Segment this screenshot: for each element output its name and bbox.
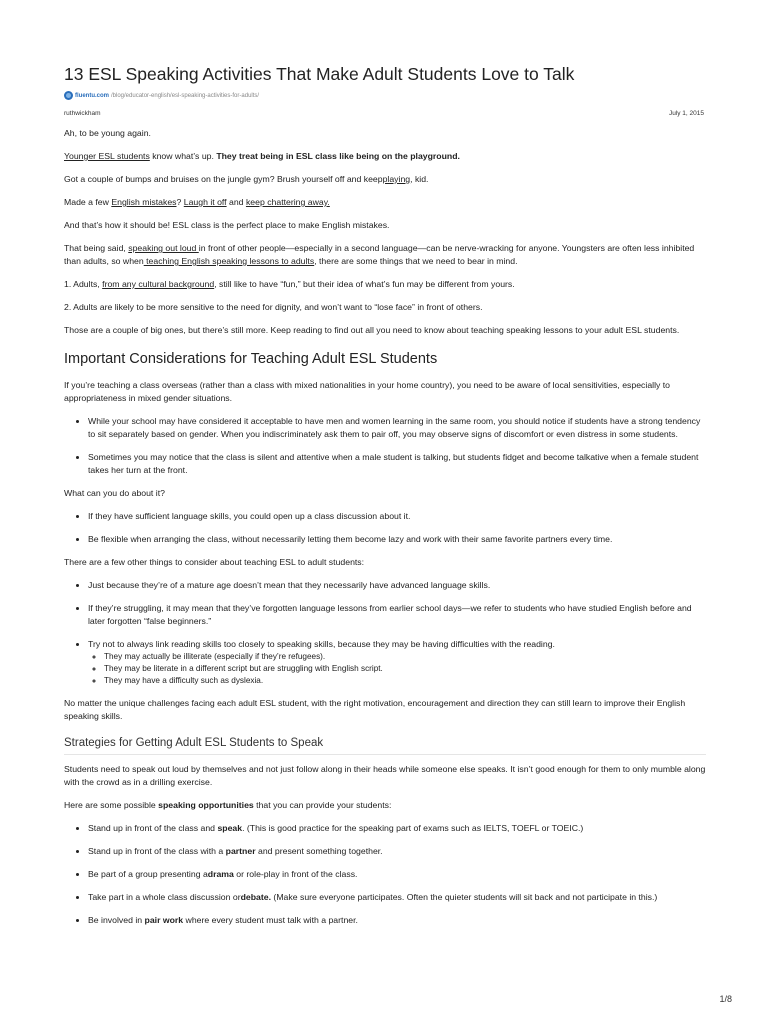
list-item: • Be part of a group presenting adrama or role-play in front of the class.	[88, 868, 706, 881]
intro-paragraph-4: Made a few English mistakes? Laugh it off and keep chattering away.	[64, 197, 330, 207]
article-meta	[64, 110, 704, 117]
list-item: • Try not to always link reading skills too closely to speaking skills, because they may be having difficulties with the reading. ◦ They may actually be illiterate (especially if they’re refugees). ◦ They may be literate in a different script but are struggling with English script. ◦ They may have a difficulty such as dyslexia.	[88, 638, 706, 687]
article-body	[64, 127, 706, 937]
laugh-it-off-link[interactable]: Laugh it off	[183, 197, 227, 207]
section-heading-strategies: Strategies for Getting Adult ESL Students to Speak	[64, 737, 706, 755]
fluentu-logo-icon	[64, 91, 73, 100]
list-item: • Be involved in pair work where every student must talk with a partner.	[88, 914, 706, 927]
list-item: • While your school may have considered it acceptable to have men and women learning in the same room, you should notice if students have a strong tendency to sit separately based on gender. When you indiscriminately ask them to pair off, you may observe signs of discomfort or even distress in some students.	[88, 415, 706, 441]
intro-paragraph-2: Younger ESL students know what’s up. They treat being in ESL class like being on the playground.	[64, 151, 460, 161]
speaking-out-loud-link[interactable]: speaking out loud	[128, 243, 199, 253]
author: ruthwickham	[64, 110, 101, 117]
sublist-item: ◦ They may have a difficulty such as dyslexia.	[104, 675, 706, 687]
list-item: • Just because they’re of a mature age doesn’t mean that they necessarily have advanced language skills.	[88, 579, 706, 592]
cultural-background-link[interactable]: from any cultural background	[102, 279, 215, 289]
strategies-paragraph-2: Here are some possible speaking opportunities that you can provide your students:	[64, 800, 392, 810]
list-item: • Take part in a whole class discussion ordebate. (Make sure everyone participates. Often the quieter students will sit back and not participate in this.)	[88, 891, 706, 904]
considerations-list-3	[64, 579, 706, 687]
page-number: 1/8	[719, 994, 732, 1004]
considerations-paragraph-1: If you’re teaching a class overseas (rather than a class with mixed nationalities in your home country), you need to be aware of local sensitivities, especially to appropriateness in mixed gender situations.	[64, 380, 671, 403]
list-item: • Stand up in front of the class and speak. (This is good practice for the speaking part of exams such as IELTS, TOEFL or TOEIC.)	[88, 822, 706, 835]
list-item: • If they’re struggling, it may mean that they’ve forgotten language lessons from earlier school days—we refer to students who have studied English before and later forgotten “false beginners.”	[88, 602, 706, 628]
intro-paragraph-8: 2. Adults are likely to be more sensitive to the need for dignity, and won’t want to “lose face” in front of others.	[64, 302, 483, 312]
list-item: • If they have sufficient language skills, you could open up a class discussion about it.	[88, 510, 706, 523]
source-domain: fluentu.com	[75, 92, 109, 99]
sublist-item: ◦ They may actually be illiterate (especially if they’re refugees).	[104, 651, 706, 663]
sublist-item: ◦ They may be literate in a different script but are struggling with English script.	[104, 663, 706, 675]
intro-paragraph-1: Ah, to be young again.	[64, 128, 151, 138]
teaching-speaking-lessons-link[interactable]: teaching English speaking lessons to adults	[143, 256, 315, 266]
source-path: /blog/educator-english/esl-speaking-activities-for-adults/	[111, 92, 260, 99]
playing-link[interactable]: playing	[382, 174, 411, 184]
intro-paragraph-3: Got a couple of bumps and bruises on the jungle gym? Brush yourself off and keepplaying, kid.	[64, 174, 429, 184]
section-heading-considerations: Important Considerations for Teaching Adult ESL Students	[64, 351, 438, 367]
intro-paragraph-6: That being said, speaking out loud in front of other people—especially in a second language—can be nerve-wracking for anyone. Youngsters are often less inhibited than adults, so when teaching English speaking lessons to adults, there are some things that we need to bear in mind.	[64, 243, 695, 266]
list-item: • Stand up in front of the class with a partner and present something together.	[88, 845, 706, 858]
considerations-list-2	[64, 510, 706, 546]
reading-difficulties-sublist	[88, 651, 706, 687]
strategies-paragraph-1: Students need to speak out loud by themselves and not just follow along in their heads while someone else speaks. It isn’t good enough for them to only mumble along with the crowd as in a drilling exercise.	[64, 764, 706, 787]
considerations-paragraph-4: No matter the unique challenges facing each adult ESL student, with the right motivation, encouragement and direction they can still learn to improve their English speaking skills.	[64, 698, 686, 721]
intro-paragraph-5: And that’s how it should be! ESL class is the perfect place to make English mistakes.	[64, 220, 390, 230]
article-title: 13 ESL Speaking Activities That Make Adult Students Love to Talk	[64, 64, 575, 84]
list-item: • Be flexible when arranging the class, without necessarily letting them become lazy and work with their same favorite partners every time.	[88, 533, 706, 546]
english-mistakes-link[interactable]: English mistakes	[111, 197, 177, 207]
keep-chattering-link[interactable]: keep chattering away.	[245, 197, 330, 207]
intro-paragraph-9: Those are a couple of big ones, but there’s still more. Keep reading to find out all you need to know about teaching speaking lessons to your adult ESL students.	[64, 325, 680, 335]
list-item: • Sometimes you may notice that the class is silent and attentive when a male student is talking, but students fidget and become talkative when a female student takes her turn at the front.	[88, 451, 706, 477]
publish-date: July 1, 2015	[668, 110, 704, 117]
younger-esl-students-link[interactable]: Younger ESL students	[64, 151, 150, 161]
intro-paragraph-7: 1. Adults, from any cultural background, still like to have “fun,” but their idea of what’s fun may be different from yours.	[64, 279, 515, 289]
considerations-paragraph-3: There are a few other things to consider about teaching ESL to adult students:	[64, 557, 365, 567]
considerations-paragraph-2: What can you do about it?	[64, 488, 165, 498]
source-url[interactable]	[64, 91, 259, 100]
considerations-list-1	[64, 415, 706, 477]
strategies-list	[64, 822, 706, 927]
